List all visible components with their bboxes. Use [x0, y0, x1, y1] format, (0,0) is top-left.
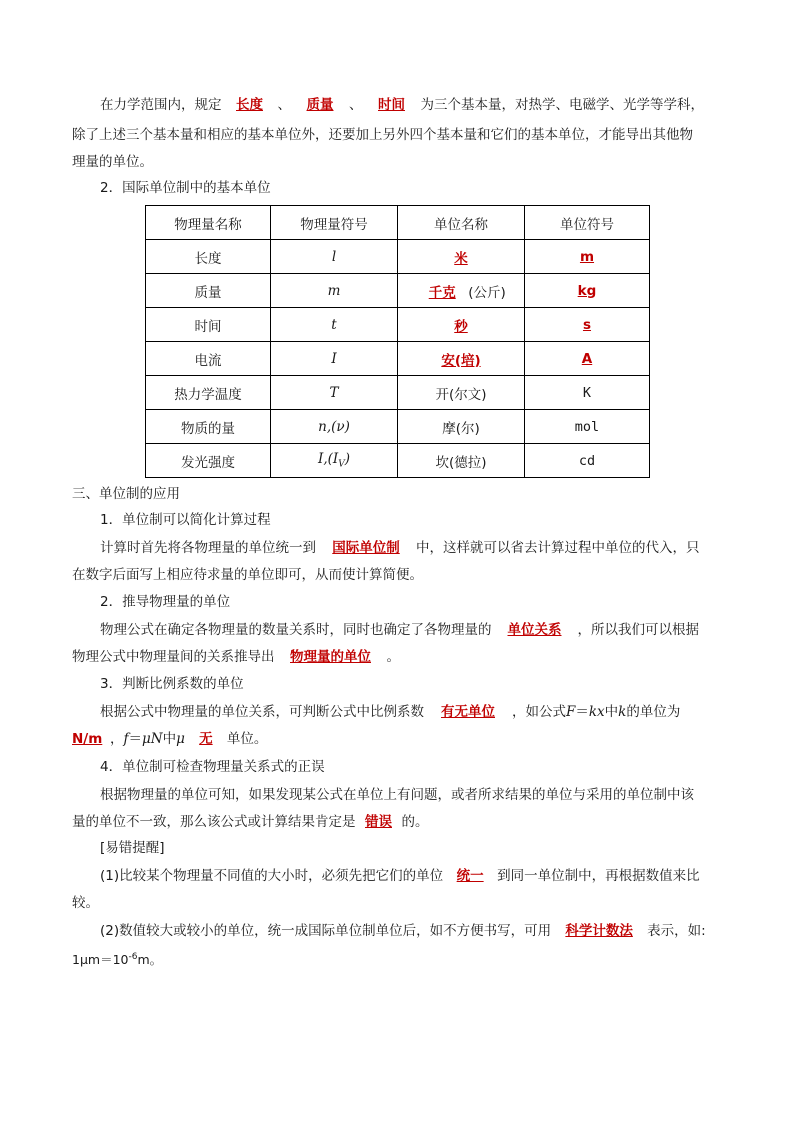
header-quantity-symbol: 物理量符号: [271, 206, 398, 240]
s3-line-1: [100, 702, 680, 722]
tip-2-line-1: [100, 921, 706, 941]
table-header-row: [146, 206, 650, 240]
unit-name-cell: [398, 274, 525, 308]
answer-mass: 质量: [306, 97, 334, 113]
header-quantity-name: 物理量名称: [146, 206, 271, 240]
s3-heading: 3．判断比例系数的单位: [100, 676, 244, 692]
table-row: [146, 240, 650, 274]
formula-F: F: [566, 704, 576, 720]
unit-name: 开(尔文): [398, 376, 525, 410]
s2-heading: 2．推导物理量的单位: [100, 594, 231, 610]
quantity-symbol: [271, 444, 398, 478]
section-3-heading: 三、单位制的应用: [72, 486, 180, 502]
unit-name-cell: [398, 308, 525, 342]
unit-name-cell: [398, 240, 525, 274]
intro-line-3: 理量的单位。: [72, 154, 153, 170]
table-row: [146, 444, 650, 478]
separator: 、: [349, 97, 363, 113]
quantity-symbol: m: [271, 274, 398, 308]
quantity-symbol: n,(ν): [271, 410, 398, 444]
tip-1-line-2: 较。: [72, 895, 99, 911]
answer-derived-unit: 物理量的单位: [290, 649, 371, 665]
s3-text: ，: [110, 731, 124, 747]
quantity-name: 长度: [146, 240, 271, 274]
intro-text: 为三个基本量，对热学、电磁学、光学等学科，: [420, 97, 704, 113]
answer-unit-relation: 单位关系: [507, 622, 562, 638]
answer-wrong: 错误: [365, 814, 392, 830]
answer-unit-symbol: s: [582, 316, 592, 333]
quantity-name: 物质的量: [146, 410, 271, 444]
s1-line-2: 在数字后面写上相应待求量的单位即可，从而使计算简便。: [72, 567, 423, 583]
unit-symbol-cell: [525, 240, 650, 274]
equals: ＝: [575, 704, 589, 720]
formula-k: k: [618, 704, 627, 720]
s3-line-2: [72, 729, 267, 749]
answer-unit-symbol: A: [581, 350, 593, 367]
answer-unit-name: 千克: [428, 284, 456, 301]
answer-length: 长度: [236, 97, 263, 113]
symbol-subscript: V: [338, 459, 345, 470]
s3-text: 根据公式中物理量的单位关系，可判断公式中比例系数: [100, 704, 424, 720]
tip-1-line-1: [100, 866, 700, 886]
table-row: [146, 376, 650, 410]
unit-name-cell: [398, 342, 525, 376]
formula-mu: μ: [176, 731, 185, 747]
tip-text: 1μm＝10: [72, 952, 129, 968]
unit-symbol-cell: [525, 274, 650, 308]
equals: ＝: [128, 731, 142, 747]
formula-kx: kx: [588, 704, 605, 720]
s2-line-1: [100, 620, 699, 640]
unit-symbol-cell: [525, 342, 650, 376]
tip-text: m。: [137, 952, 163, 968]
s4-line-2: [72, 812, 429, 832]
tip-text: 到同一单位制中，再根据数值来比: [497, 868, 700, 884]
quantity-symbol: T: [271, 376, 398, 410]
answer-none: 无: [199, 731, 213, 747]
symbol-main: I,(I: [317, 451, 339, 468]
s3-text: 的单位为: [626, 704, 681, 720]
unit-name-suffix: (公斤): [468, 284, 506, 301]
s4-text: 量的单位不一致，那么该公式或计算结果肯定是: [72, 814, 356, 830]
quantity-symbol: t: [271, 308, 398, 342]
s2-text: 物理公式在确定各物理量的数量关系时，同时也确定了各物理量的: [100, 622, 492, 638]
s3-text: ，如公式: [512, 704, 566, 720]
s3-text: 中: [162, 731, 177, 747]
quantity-symbol: l: [271, 240, 398, 274]
s2-text: 。: [386, 649, 400, 665]
s4-line-1: 根据物理量的单位可知，如果发现某公式在单位上有问题，或者所求结果的单位与采用的单位制中该: [100, 787, 694, 803]
s2-text: ，所以我们可以根据: [577, 622, 699, 638]
table-row: [146, 342, 650, 376]
unit-symbol: mol: [525, 410, 650, 444]
exponent: -6: [128, 952, 138, 962]
unit-name: 坎(德拉): [398, 444, 525, 478]
table-row: [146, 274, 650, 308]
tip-2-line-2: [72, 947, 162, 970]
symbol-tail: ): [344, 451, 350, 468]
s3-text: 单位。: [226, 731, 268, 747]
quantity-name: 电流: [146, 342, 271, 376]
s4-text: 的。: [401, 814, 429, 830]
answer-unify: 统一: [456, 868, 484, 884]
separator: 、: [277, 97, 291, 113]
section-2-heading: 2．国际单位制中的基本单位: [100, 180, 271, 196]
formula-muN: μN: [142, 731, 163, 747]
table-row: [146, 308, 650, 342]
answer-N-per-m: N/m: [72, 731, 103, 747]
s1-text: 计算时首先将各物理量的单位统一到: [100, 540, 316, 556]
answer-unit-symbol: kg: [577, 282, 597, 299]
unit-symbol-cell: [525, 308, 650, 342]
s2-text: 物理公式中物理量间的关系推导出: [72, 649, 275, 665]
si-base-units-table: [145, 205, 650, 478]
quantity-name: 时间: [146, 308, 271, 342]
header-unit-symbol: 单位符号: [525, 206, 650, 240]
s3-text: 中: [604, 704, 619, 720]
tip-text: (2)数值较大或较小的单位，统一成国际单位制单位后，如不方便书写，可用: [100, 923, 552, 939]
s2-line-2: [72, 647, 400, 667]
quantity-name: 发光强度: [146, 444, 271, 478]
s4-heading: 4．单位制可检查物理量关系式的正误: [100, 759, 325, 775]
answer-unit-name: 米: [454, 250, 468, 267]
intro-line-1: [100, 95, 704, 115]
answer-time: 时间: [378, 97, 405, 113]
table-row: [146, 410, 650, 444]
header-unit-name: 单位名称: [398, 206, 525, 240]
s1-heading: 1．单位制可以简化计算过程: [100, 512, 271, 528]
intro-line-2: 除了上述三个基本量和相应的基本单位外，还要加上另外四个基本量和它们的基本单位，才能导出其他物: [72, 127, 693, 143]
answer-has-unit: 有无单位: [441, 704, 495, 720]
answer-unit-symbol: m: [579, 248, 595, 265]
unit-symbol: K: [525, 376, 650, 410]
s1-line-1: [100, 538, 700, 558]
answer-scientific-notation: 科学计数法: [565, 923, 633, 939]
formula-f: f: [123, 731, 129, 747]
answer-unit-name: 安(培): [441, 352, 481, 369]
quantity-name: 热力学温度: [146, 376, 271, 410]
quantity-name: 质量: [146, 274, 271, 308]
quantity-symbol: I: [271, 342, 398, 376]
answer-unit-name: 秒: [454, 318, 468, 335]
intro-text: 在力学范围内，规定: [100, 97, 222, 113]
unit-symbol: cd: [525, 444, 650, 478]
unit-name: 摩(尔): [398, 410, 525, 444]
s1-text: 中，这样就可以省去计算过程中单位的代入，只: [416, 540, 700, 556]
answer-si: 国际单位制: [332, 540, 400, 556]
tip-text: 表示，如:: [647, 923, 706, 939]
tips-heading: [易错提醒]: [100, 840, 165, 856]
tip-text: (1)比较某个物理量不同值的大小时，必须先把它们的单位: [100, 868, 444, 884]
